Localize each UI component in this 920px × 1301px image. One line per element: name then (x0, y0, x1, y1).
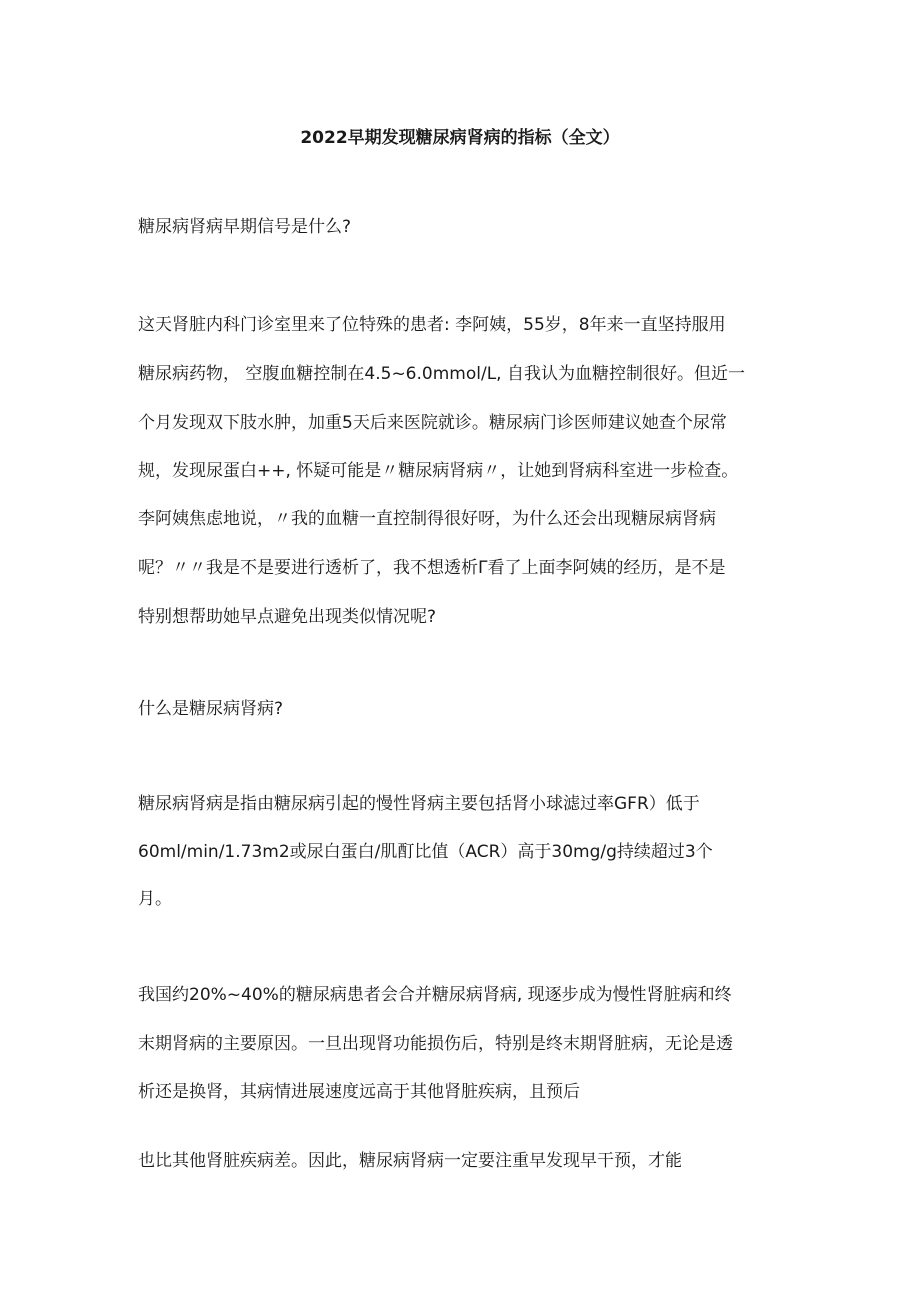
paragraph-line: 我国约20%~40%的糖尿病患者会合并糖尿病肾病, 现逐步成为慢性肾脏病和终 (138, 985, 732, 1005)
paragraph-line: 这天肾脏内科门诊室里来了位特殊的患者: 李阿姨，55岁，8年来一直坚持服用 (138, 315, 726, 335)
paragraph-line: 特别想帮助她早点避免出现类似情况呢? (138, 607, 437, 627)
question-heading-definition: 什么是糖尿病肾病? (138, 699, 284, 719)
question-heading-early-signs: 糖尿病肾病早期信号是什么? (138, 217, 352, 237)
paragraph-line: 末期肾病的主要原因。一旦出现肾功能损伤后，特别是终末期肾脏病，无论是透 (138, 1034, 733, 1054)
paragraph-line: 呢？〃〃我是不是要进行透析了，我不想透析Γ看了上面李阿姨的经历，是不是 (138, 558, 726, 578)
paragraph-line: 糖尿病肾病是指由糖尿病引起的慢性肾病主要包括肾小球滤过率GFR）低于 (138, 794, 700, 814)
paragraph-line: 析还是换肾，其病情进展速度远高于其他肾脏疾病，且预后 (138, 1082, 580, 1102)
paragraph-line: 规，发现尿蛋白++, 怀疑可能是〃糖尿病肾病〃，让她到肾病科室进一步检查。 (138, 461, 739, 481)
paragraph-line: 李阿姨焦虑地说，〃我的血糖一直控制得很好呀，为什么还会出现糖尿病肾病 (138, 509, 716, 529)
paragraph-line: 个月发现双下肢水肿，加重5天后来医院就诊。糖尿病门诊医师建议她查个尿常 (138, 413, 727, 433)
paragraph-line: 月。 (138, 889, 172, 909)
paragraph-line: 糖尿病药物， 空腹血糖控制在4.5~6.0mmol/L, 自我认为血糖控制很好。但近一 (138, 364, 745, 384)
document-title: 2022早期发现糖尿病肾病的指标（全文） (300, 128, 620, 148)
paragraph-line: 也比其他肾脏疾病差。因此，糖尿病肾病一定要注重早发现早干预，才能 (138, 1151, 682, 1171)
paragraph-line: 60ml/min/1.73m2或尿白蛋白/肌酊比值（ACR）高于30mg/g持续超过3个 (138, 842, 713, 862)
